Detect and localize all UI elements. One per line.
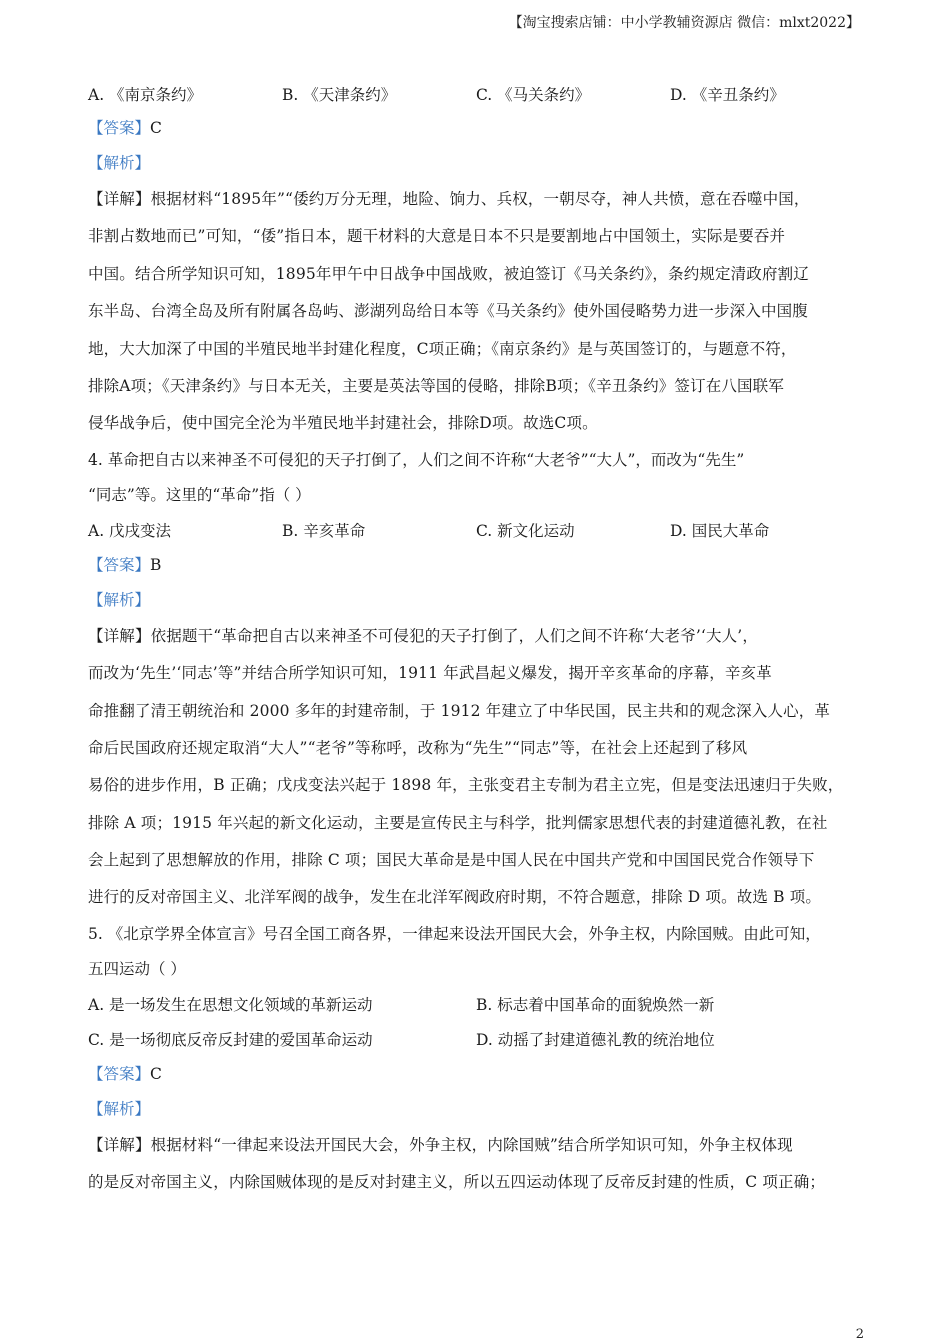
detail-line: 会上起到了思想解放的作用，排除 C 项；国民大革命是是中国人民在中国共产党和中国国民党合作领导下 xyxy=(88,851,815,870)
q4-detail xyxy=(88,618,878,917)
detail-line: 地，大大加深了中国的半殖民地半封建化程度，C项正确；《南京条约》是与英国签订的，与题意不符， xyxy=(88,339,797,358)
detail-line: 【详解】依据题干“革命把自古以来神圣不可侵犯的天子打倒了，人们之间不许称‘大老爷’‘大人’， xyxy=(88,626,759,645)
q4-analysis-tag: 【解析】 xyxy=(88,590,151,609)
q5-stem-line: 5. 《北京学界全体宣言》号召全国工商各界，一律起来设法开国民大会，外争主权，内除国贼。由此可知， xyxy=(88,924,821,943)
page-number: 2 xyxy=(855,1327,864,1342)
q4-option-b: B. 辛亥革命 xyxy=(282,522,366,541)
q4-option-a: A. 戊戌变法 xyxy=(88,522,172,541)
detail-line: 的是反对帝国主义，内除国贼体现的是反对封建主义，所以五四运动体现了反帝反封建的性质，C 项正确； xyxy=(88,1173,825,1192)
q4-option-c: C. 新文化运动 xyxy=(476,522,575,541)
q3-option-a: A. 《南京条约》 xyxy=(88,85,203,104)
q4-stem-line: “同志”等。这里的“革命”指（ ） xyxy=(88,485,311,504)
q4-options xyxy=(88,513,878,548)
q3-options xyxy=(88,76,878,111)
detail-line: 而改为‘先生’‘同志’等”并结合所学知识可知，1911 年武昌起义爆发，揭开辛亥革命的序幕，辛亥革 xyxy=(88,664,772,683)
q5-detail xyxy=(88,1127,878,1202)
q5-analysis-tag: 【解析】 xyxy=(88,1099,151,1118)
q4-stem-line: 4. 革命把自古以来神圣不可侵犯的天子打倒了，人们之间不许称“大老爷”“大人”，而改为“先生” xyxy=(88,450,745,469)
detail-line: 命推翻了清王朝统治和 2000 多年的封建帝制，于 1912 年建立了中华民国，民主共和的观念深入人心，革 xyxy=(88,701,831,720)
answer-tag: 【答案】 xyxy=(88,1064,151,1083)
q5-options-row-1 xyxy=(88,987,878,1022)
q5-options-row-2 xyxy=(88,1022,878,1057)
detail-line: 中国。结合所学知识可知，1895年甲午中日战争中国战败，被迫签订《马关条约》，条约规定清政府割辽 xyxy=(88,264,809,283)
detail-line: 排除 A 项；1915 年兴起的新文化运动，主要是宣传民主与科学，批判儒家思想代表的封建道德礼教，在社 xyxy=(88,813,828,832)
answer-tag: 【答案】 xyxy=(88,555,151,574)
detail-line: 进行的反对帝国主义、北洋军阀的战争，发生在北洋军阀政府时期，不符合题意，排除 D 项。故选 B 项。 xyxy=(88,888,822,907)
detail-line: 命后民国政府还规定取消“大人”“老爷”等称呼，改称为“先生”“同志”等，在社会上还起到了移风 xyxy=(88,738,748,757)
detail-line: 易俗的进步作用，B 正确；戊戌变法兴起于 1898 年，主张变君主专制为君主立宪，但是变法迅速归于失败， xyxy=(88,776,844,795)
q3-option-d: D. 《辛丑条约》 xyxy=(670,85,785,104)
q3-answer xyxy=(88,111,878,146)
q3-detail xyxy=(88,181,878,443)
answer-value: C xyxy=(150,119,162,137)
answer-tag: 【答案】 xyxy=(88,119,151,137)
page-header: 【淘宝搜索店铺：中小学教辅资源店 微信：mlxt2022】 xyxy=(508,15,860,31)
q5-option-d: D. 动摇了封建道德礼教的统治地位 xyxy=(476,1031,715,1050)
answer-value: C xyxy=(150,1064,162,1083)
answer-value: B xyxy=(150,555,162,574)
q5-option-a: A. 是一场发生在思想文化领域的革新运动 xyxy=(88,996,373,1015)
q5-option-b: B. 标志着中国革命的面貌焕然一新 xyxy=(476,996,715,1015)
q5-answer xyxy=(88,1057,878,1092)
q4-answer xyxy=(88,548,878,583)
q3-option-b: B. 《天津条约》 xyxy=(282,85,397,104)
q3-analysis-tag: 【解析】 xyxy=(88,154,151,172)
detail-line: 侵华战争后，使中国完全沦为半殖民地半封建社会，排除D项。故选C项。 xyxy=(88,414,598,433)
q3-option-c: C. 《马关条约》 xyxy=(476,85,591,104)
detail-line: 东半岛、台湾全岛及所有附属各岛屿、澎湖列岛给日本等《马关条约》使外国侵略势力进一步深入中国腹 xyxy=(88,302,808,321)
detail-line: 非割占数地而已”可知，“倭”指日本，题干材料的大意是日本不只是要割地占中国领土，实际是要吞并 xyxy=(88,227,786,246)
q5-option-c: C. 是一场彻底反帝反封建的爱国革命运动 xyxy=(88,1031,373,1050)
detail-line: 排除A项；《天津条约》与日本无关，主要是英法等国的侵略，排除B项；《辛丑条约》签订在八国联军 xyxy=(88,376,784,395)
document-body xyxy=(88,76,878,1202)
q5-stem-line: 五四运动（ ） xyxy=(88,959,186,978)
detail-line: 【详解】根据材料“1895年”“倭约万分无理，地险、饷力、兵权，一朝尽夺，神人共愤，意在吞噬中国， xyxy=(88,190,810,208)
q4-option-d: D. 国民大革命 xyxy=(670,522,770,541)
detail-line: 【详解】根据材料“一律起来设法开国民大会，外争主权，内除国贼”结合所学知识可知，外争主权体现 xyxy=(88,1135,793,1154)
